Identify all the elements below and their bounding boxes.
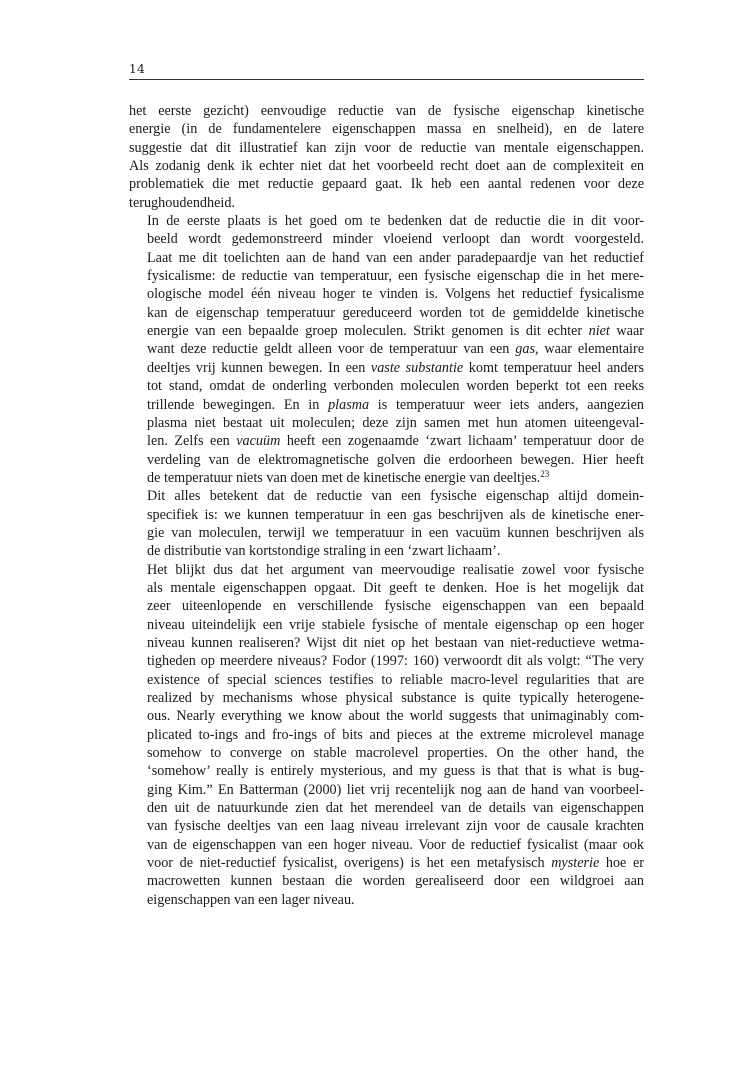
text-line: Het blijkt dus dat het argument van meervoudige realisatie zowel voor fysische	[147, 561, 644, 578]
text-line: problematiek die met reductie gepaard gaat. Ik heb een aantal redenen voor deze	[129, 176, 644, 193]
text-line: somehow to converge on stable macrolevel properties. On the other hand, the	[147, 745, 644, 762]
text-line: existence of special sciences testifies to reliable macro-level regularities that are	[147, 671, 644, 688]
text-line: plasma niet bestaat uit moleculen; deze zijn samen met hun atomen uiteengeval-	[147, 414, 644, 431]
text-line: den uit de natuurkunde zien dat het merendeel van de details van eigenschappen	[147, 800, 644, 817]
text-line: specifiek is: we kunnen temperatuur in een gas beschrijven als de kinetische ener-	[147, 506, 644, 523]
text-line: van fysische deeltjes van een laag niveau irrelevant zijn voor de causale krachten	[147, 818, 644, 835]
text-line: Dit alles betekent dat de reductie van een fysische eigenschap altijd domein-	[147, 488, 644, 505]
text-line: verdeling van de elektromagnetische golven die erdoorheen bewegen. Hier heeft	[147, 451, 644, 468]
text-line: Laat me dit toelichten aan de hand van een ander paradepaardje van het reductief	[147, 249, 644, 266]
header-rule	[129, 79, 644, 80]
text-line: trillende bewegingen. En in plasma is temperatuur weer iets anders, aangezien	[147, 396, 644, 413]
text-line: zeer uiteenlopende en verschillende fysische eigenschappen van een bepaald	[147, 598, 644, 615]
text-line: deeltjes vrij kunnen bewegen. In een vaste substantie komt temperatuur heel anders	[147, 359, 644, 376]
page-number: 14	[129, 62, 146, 76]
text-line: macrowetten kunnen bestaan die worden gerealiseerd door een wildgroei aan	[147, 873, 644, 890]
text-line: de distributie van kortstondige straling in een ‘zwart lichaam’.	[147, 543, 501, 560]
paragraph	[129, 212, 644, 487]
text-line: energie (in de fundamentelere eigenschappen massa en snelheid), en de latere	[129, 121, 644, 138]
text-line: voor de niet-reductief fysicalist, overigens) is het een metafysisch mysterie hoe er	[147, 855, 644, 872]
text-line: niveau uiteindelijk een vrije stabiele fysische of mentale eigenschap op een hoger	[147, 616, 644, 633]
text-line: ous. Nearly everything we know about the world suggests that unimaginably com-	[147, 708, 644, 725]
text-line: niveau kunnen realiseren? Wijst dit niet op het bestaan van niet-reductieve wetma-	[147, 634, 644, 651]
paragraph	[129, 102, 644, 212]
text-line: fysicalisme: de reductie van temperatuur, een fysische eigenschap die in het mere-	[147, 268, 644, 285]
body-text	[129, 102, 644, 909]
text-line: want deze reductie geldt alleen voor de temperatuur van een gas, waar elementaire	[147, 341, 644, 358]
italic-term: mysterie	[551, 855, 600, 872]
text-line: als mentale eigenschappen opgaat. Dit geeft te denken. Hoe is het mogelijk dat	[147, 579, 644, 596]
italic-term: gas	[515, 341, 535, 358]
text-line: In de eerste plaats is het goed om te bedenken dat de reductie die in dit voor-	[147, 213, 644, 230]
italic-term: niet	[588, 323, 610, 340]
text-line: realized by mechanisms whose physical substance is quite typically heterogene-	[147, 690, 644, 706]
text-line: Als zodanig denk ik echter niet dat het voorbeeld recht doet aan de complexiteit en	[129, 158, 644, 175]
italic-term: plasma	[328, 396, 370, 413]
text-line: ‘somehow’ really is entirely mysterious, and my guess is that that is what is bug-	[147, 763, 644, 780]
text-line: beeld wordt gedemonstreerd minder vloeiend verloopt dan wordt voorgesteld.	[147, 231, 644, 248]
paragraph	[129, 487, 644, 560]
footnote-reference[interactable]: 23	[540, 468, 550, 479]
text-line: eigenschappen van een lager niveau.	[147, 891, 355, 908]
text-line: kan de eigenschap temperatuur gereduceerd worden tot de gemiddelde kinetische	[147, 304, 644, 321]
paragraph	[129, 561, 644, 910]
text-line: plicated to-ings and fro-ings of bits and pieces at the extreme microlevel manage	[147, 726, 644, 743]
text-line: het eerste gezicht) eenvoudige reductie van de fysische eigenschap kinetische	[129, 103, 644, 119]
text-line: tot stand, omdat de onderling verbonden moleculen worden beperkt tot een reeks	[147, 378, 644, 395]
text-line: gie van moleculen, terwijl we temperatuur in een vacuüm kunnen beschrijven als	[147, 524, 644, 541]
italic-term: vaste substantie	[370, 359, 464, 376]
text-line: suggestie dat dit illustratief kan zijn voor de reductie van mentale eigenschappen.	[129, 139, 644, 156]
text-line: de temperatuur niets van doen met de kinetische energie van deeltjes.$^{23}$	[147, 468, 550, 486]
text-line: tigheden op meerdere niveaus? Fodor (1997: 160) verwoordt dit als volgt: “The very	[147, 653, 644, 670]
italic-term: vacuüm	[236, 433, 281, 450]
text-line: ging Kim.” En Batterman (2000) liet vrij recentelijk nog aan de hand van voorbeel-	[147, 781, 644, 798]
text-line: len. Zelfs een vacuüm heeft een zogenaamde ‘zwart lichaam’ temperatuur door de	[147, 433, 645, 450]
text-line: ologische model één niveau hoger te vinden is. Volgens het reductief fysicalisme	[147, 286, 644, 303]
text-line: van de eigenschappen van een hoger niveau. Voor de reductief fysicalist (maar ook	[147, 836, 644, 853]
text-line: energie van een bepaalde groep moleculen. Strikt genomen is dit echter niet waar	[147, 323, 644, 340]
text-line: terughoudendheid.	[129, 194, 235, 211]
